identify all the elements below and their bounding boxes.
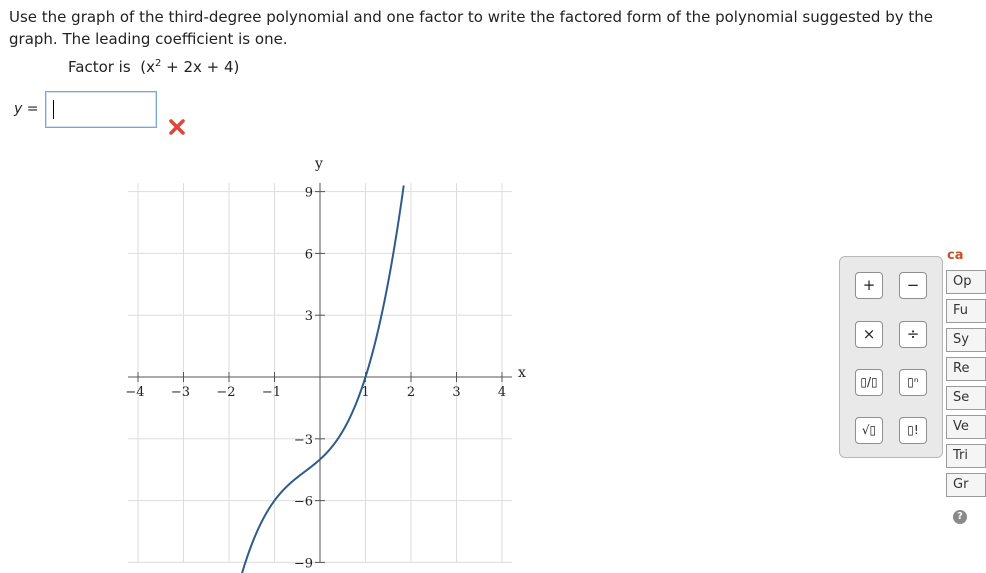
tick-labels [125, 186, 506, 572]
y-tick-label: −3 [293, 432, 313, 448]
y-tick-label: −9 [293, 556, 313, 572]
y-tick-label: 3 [304, 309, 313, 325]
x-tick-label: −2 [216, 385, 236, 400]
x-mark-icon [167, 117, 187, 137]
x-tick-label: −4 [125, 385, 145, 400]
minus-button[interactable]: − [899, 272, 927, 299]
side-panel-item[interactable]: Se [946, 386, 986, 410]
times-button[interactable]: × [855, 321, 883, 348]
side-panel-item[interactable]: Re [946, 357, 986, 381]
math-palette [839, 256, 943, 458]
y-tick-label: −6 [293, 494, 313, 510]
x-tick-label: 1 [361, 385, 370, 400]
side-panel-item[interactable]: Fu [946, 299, 986, 323]
x-tick-label: −1 [261, 385, 282, 400]
answer-input[interactable] [45, 91, 157, 128]
factor-prefix: Factor is [68, 58, 131, 76]
side-panel-item[interactable]: Op [946, 270, 986, 294]
divide-button[interactable]: ÷ [899, 321, 927, 348]
y-axis-label: y [315, 156, 323, 172]
fraction-button[interactable]: ▯/▯ [855, 369, 883, 396]
x-tick-label: 3 [452, 385, 461, 400]
exponent-button[interactable]: ▯ⁿ [899, 369, 927, 396]
axes [128, 183, 512, 562]
square-root-button[interactable]: √▯ [855, 417, 883, 444]
polynomial-curve [240, 186, 404, 573]
factor-expression: $(x^2 + 2x + 4)$ [140, 58, 240, 76]
side-panel-item[interactable]: Gr [946, 473, 986, 497]
factor-statement [68, 58, 239, 76]
side-panel-title: ca [947, 248, 964, 263]
question-text: Use the graph of the third-degree polynomial and one factor to write the factored form of the polynomial suggested by the graph. The leading coefficient is one. [9, 8, 934, 48]
plus-button[interactable]: + [855, 272, 883, 299]
x-tick-label: −3 [170, 385, 191, 400]
factorial-button[interactable]: ▯! [899, 417, 927, 444]
side-panel-item[interactable]: Sy [946, 328, 986, 352]
x-tick-label: 4 [497, 385, 507, 400]
y-tick-label: 9 [304, 185, 313, 201]
side-panel-item[interactable]: Ve [946, 415, 986, 439]
x-axis-label: x [518, 365, 526, 381]
polynomial-graph [120, 150, 540, 570]
answer-label: y = [14, 101, 39, 117]
y-tick-label: 6 [304, 247, 313, 263]
x-tick-label: 2 [406, 385, 416, 400]
side-panel-item[interactable]: Tri [946, 444, 986, 468]
text-caret [53, 100, 54, 119]
help-icon[interactable]: ? [953, 510, 967, 524]
